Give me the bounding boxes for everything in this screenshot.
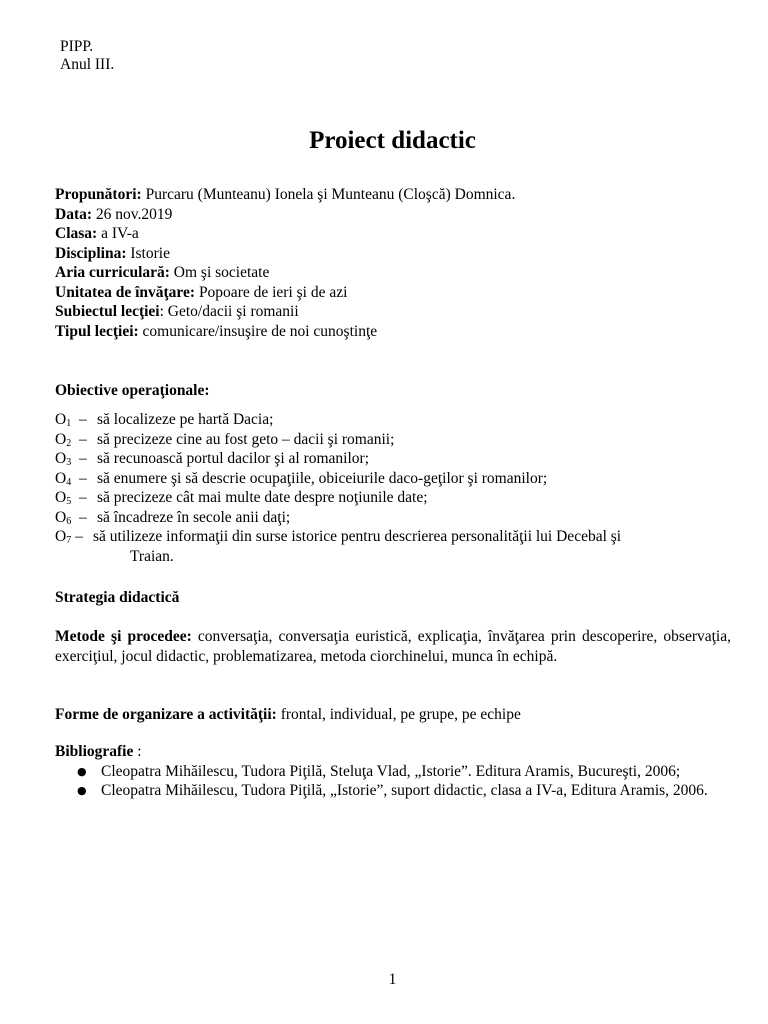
bullet-icon: ●: [77, 764, 87, 778]
objective-item: [55, 469, 735, 489]
objective-code: $O_2$ –: [55, 430, 87, 449]
info-value: 26 nov.2019: [92, 205, 173, 223]
objective-text: să enumere şi să descrie ocupaţiile, obiceiurile daco-geţilor şi romanilor;: [97, 469, 548, 487]
objective-text: să utilizeze informaţii din surse istorice pentru descrierea personalităţii lui Decebal şi: [93, 528, 622, 545]
methods-label: Metode şi procedee:: [55, 628, 192, 645]
info-label: Unitatea de învăţare:: [55, 283, 196, 301]
objective-code: $O_3$ –: [55, 450, 87, 468]
info-row-authors: [55, 185, 735, 205]
objective-text: să precizeze cât mai multe date despre noţiunile date;: [97, 489, 428, 506]
objective-item: [55, 488, 735, 508]
objective-code: $O_4$ –: [55, 469, 87, 488]
info-row-curricular-area: [55, 263, 735, 283]
info-label: Disciplina:: [55, 244, 127, 262]
objective-text: să încadreze în secole anii daţi;: [97, 508, 291, 526]
bibliography-item: [55, 781, 731, 801]
objective-item: [55, 449, 735, 469]
info-value: a IV-a: [97, 225, 139, 242]
forms-text: frontal, individual, pe grupe, pe echipe: [276, 706, 521, 723]
objective-item: [55, 410, 735, 430]
info-row-discipline: [55, 244, 735, 264]
objective-item: [55, 527, 735, 547]
forms-paragraph: [55, 705, 731, 725]
info-row-learning-unit: [55, 283, 735, 303]
forms-label: Forme de organizare a activităţii:: [55, 706, 277, 723]
objective-code: $O_6$ –: [55, 508, 87, 527]
methods-paragraph: [55, 627, 731, 666]
info-label: Propunători:: [55, 186, 142, 203]
info-label: Subiectul lecţiei: [55, 303, 160, 320]
objective-text: să localizeze pe hartă Dacia;: [97, 411, 274, 428]
objectives-list: [55, 410, 735, 566]
bibliography-list: [55, 762, 731, 801]
bibliography-heading: Bibliografie: [55, 743, 134, 760]
bibliography-item-text: Cleopatra Mihăilescu, Tudora Piţilă, „Istorie”, suport didactic, clasa a IV-a, Editura Aramis, 2006.: [101, 782, 708, 799]
objective-continuation: Traian.: [130, 547, 174, 565]
bibliography-section: [55, 742, 731, 801]
strategy-heading: Strategia didactică: [55, 589, 180, 606]
info-label: Data:: [55, 205, 93, 223]
info-value: : Geto/dacii şi romanii: [159, 303, 299, 320]
header-line-year: Anul III.: [60, 56, 115, 73]
objective-item: [55, 508, 735, 528]
bibliography-item-text: Cleopatra Mihăilescu, Tudora Piţilă, Steluţa Vlad, „Istorie”. Editura Aramis, Bucureşti, 2006;: [101, 762, 681, 780]
bullet-icon: ●: [77, 784, 87, 797]
document-header: [60, 38, 114, 74]
info-value: Popoare de ieri şi de azi: [195, 283, 348, 301]
header-line-program: PIPP.: [60, 38, 94, 55]
info-row-date: [55, 205, 735, 225]
info-label: Clasa:: [55, 225, 98, 242]
objective-text: să precizeze cine au fost geto – dacii şi romanii;: [97, 430, 395, 448]
info-value: Om şi societate: [169, 264, 270, 281]
bibliography-heading-suffix: :: [133, 743, 142, 760]
info-row-class: [55, 224, 735, 244]
info-label: Aria curriculară:: [55, 264, 170, 281]
info-label: Tipul lecţiei:: [55, 322, 139, 340]
info-row-lesson-type: [55, 322, 735, 342]
objective-text: să recunoască portul dacilor şi al romanilor;: [97, 450, 370, 467]
objective-code: $O_7$ –: [55, 528, 83, 546]
info-value: comunicare/insuşire de noi cunoştinţe: [138, 322, 378, 340]
objective-code: $O_5$ –: [55, 489, 87, 507]
document-title: Proiect didactic: [309, 127, 476, 154]
methods-text: conversaţia, conversaţia euristică, explicaţia, învăţarea prin descoperire, observaţia, exerciţiul, jocul didactic, problematizarea, metoda ciorchinelui, munca în echipă.: [55, 628, 731, 665]
bibliography-item: [55, 762, 731, 782]
page-number: 1: [388, 971, 397, 988]
lesson-info: [55, 185, 735, 341]
info-value: Purcaru (Munteanu) Ionela şi Munteanu (Cloşcă) Domnica.: [141, 186, 516, 203]
objectives-heading: Obiective operaţionale:: [55, 382, 210, 399]
objective-code: $O_1$ –: [55, 411, 87, 429]
objective-item: [55, 430, 735, 450]
info-row-lesson-subject: [55, 302, 735, 322]
bibliography-heading-row: [55, 742, 731, 762]
info-value: Istorie: [126, 244, 170, 262]
